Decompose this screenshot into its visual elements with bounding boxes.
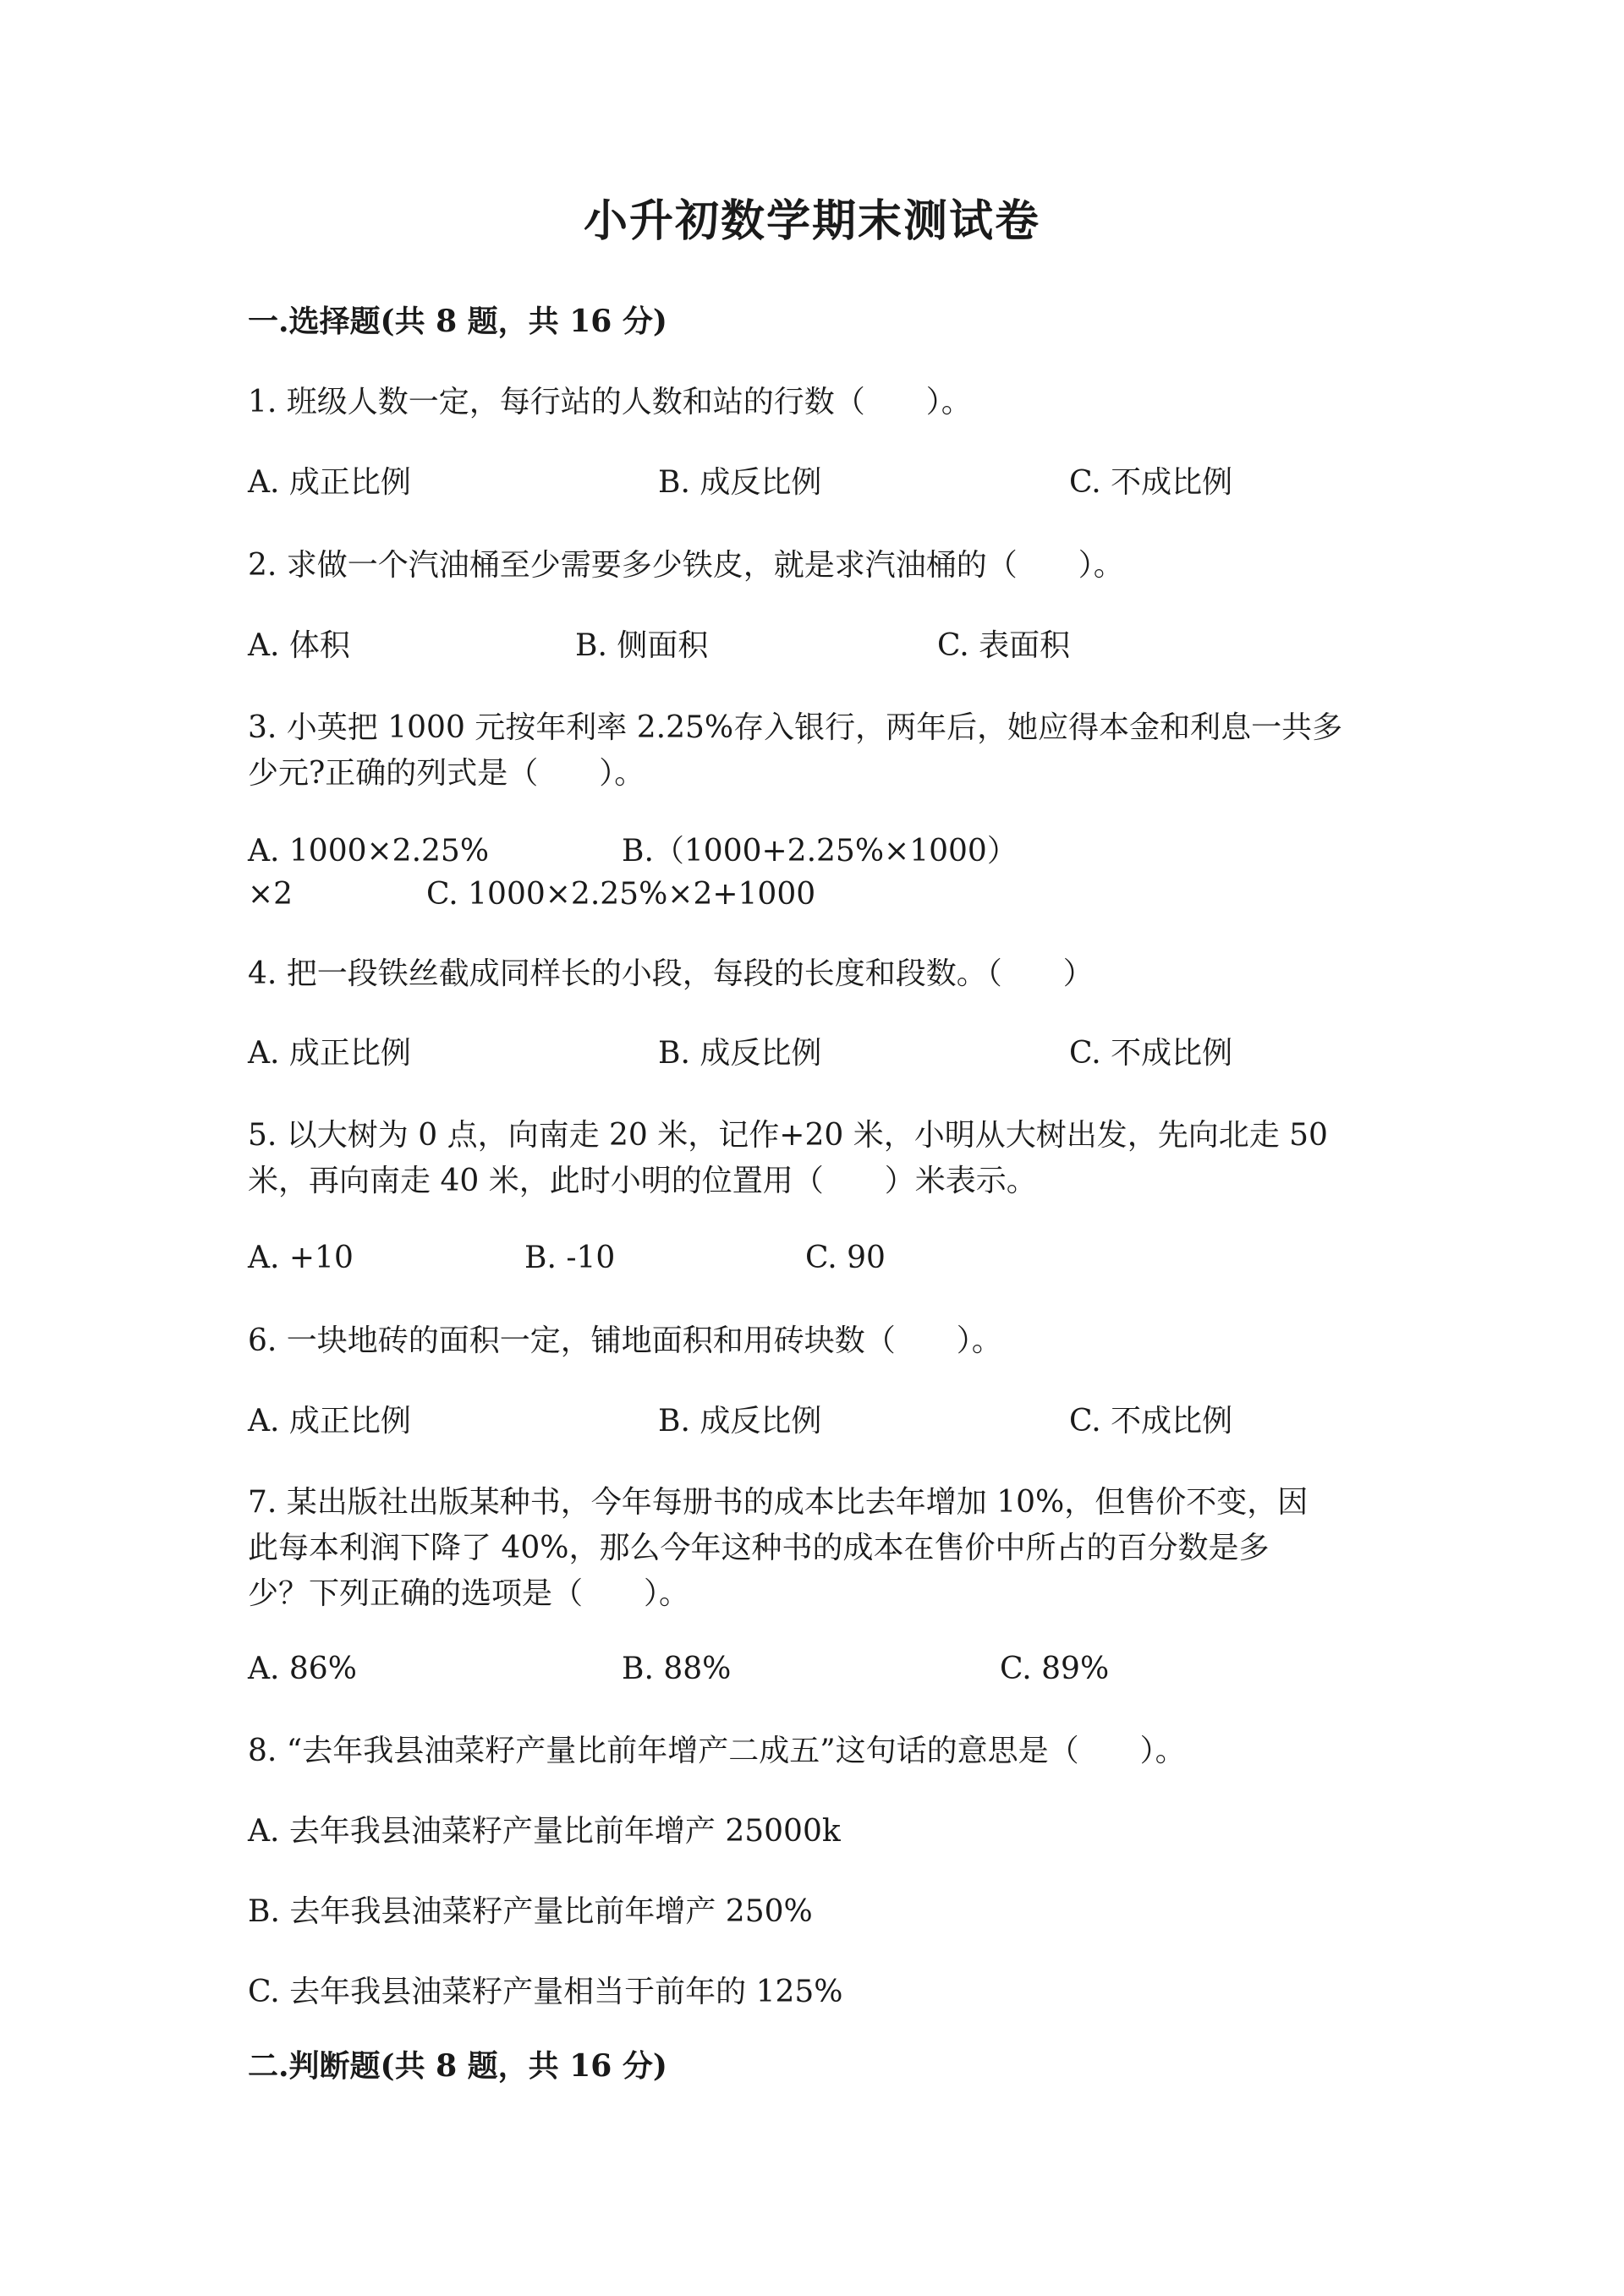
question-line: 此每本利润下降了 40%，那么今年这种书的成本在售价中所占的百分数是多 (248, 1531, 1270, 1565)
question-line: 5. 以大树为 0 点，向南走 20 米，记作+20 米，小明从大树出发，先向北走 50 (248, 1118, 1328, 1153)
option-a: A. 成正比例 (248, 1404, 411, 1438)
question-line: 少元?正确的列式是（ ）。 (248, 756, 645, 791)
question-line: 6. 一块地砖的面积一定，铺地面积和用砖块数（ ）。 (248, 1323, 1002, 1358)
option-b: B. 88% (622, 1652, 732, 1686)
question-8 (248, 1729, 1381, 1774)
page-title: 小升初数学期末测试卷 (583, 195, 1040, 247)
question-2 (248, 543, 1381, 589)
option-a: A. 体积 (248, 628, 350, 663)
option-c: C. 不成比例 (1069, 1404, 1233, 1438)
option-b-continuation: ×2 (248, 877, 294, 912)
section-heading-judgment: 二.判断题(共 8 题，共 16 分) (248, 2048, 667, 2084)
option-b: B. 侧面积 (575, 628, 709, 663)
question-7 (248, 1480, 1381, 1617)
option-b: B. 去年我县油菜籽产量比前年增产 250% (248, 1894, 813, 1929)
option-c: C. 去年我县油菜籽产量相当于前年的 125% (248, 1975, 843, 2009)
question-5 (248, 1113, 1381, 1204)
option-a: A. +10 (248, 1241, 354, 1275)
option-b: B. 成反比例 (658, 1036, 822, 1071)
question-1 (248, 380, 1381, 425)
option-a: A. 86% (248, 1652, 357, 1686)
question-line: 7. 某出版社出版某种书，今年每册书的成本比去年增加 10%，但售价不变，因 (248, 1485, 1309, 1520)
option-b: B. -10 (524, 1241, 616, 1275)
option-c: C. 不成比例 (1069, 465, 1233, 500)
question-line: 米，再向南走 40 米，此时小明的位置用（ ）米表示。 (248, 1164, 1037, 1198)
question-line: 1. 班级人数一定，每行站的人数和站的行数（ ）。 (248, 385, 972, 419)
option-b: B. 成反比例 (658, 1404, 822, 1438)
option-a: A. 1000×2.25% (248, 834, 490, 869)
question-line: 少？下列正确的选项是（ ）。 (248, 1576, 690, 1611)
option-a: A. 成正比例 (248, 465, 411, 500)
question-4 (248, 951, 1381, 997)
question-3 (248, 705, 1381, 797)
option-c: C. 表面积 (937, 628, 1071, 663)
option-c: C. 89% (1000, 1652, 1110, 1686)
option-b: B. 成反比例 (658, 465, 822, 500)
question-line: 4. 把一段铁丝截成同样长的小段，每段的长度和段数。（ ） (248, 956, 1094, 991)
option-b: B.（1000+2.25%×1000） (622, 834, 1018, 869)
option-a: A. 成正比例 (248, 1036, 411, 1071)
option-c: C. 90 (805, 1241, 886, 1275)
option-c: C. 1000×2.25%×2+1000 (426, 877, 816, 912)
question-line: 8. “去年我县油菜籽产量比前年增产二成五”这句话的意思是（ ）。 (248, 1734, 1186, 1768)
question-6 (248, 1318, 1381, 1364)
option-c: C. 不成比例 (1069, 1036, 1233, 1071)
section-heading-choice: 一.选择题(共 8 题，共 16 分) (248, 304, 667, 339)
question-line: 3. 小英把 1000 元按年利率 2.25%存入银行，两年后，她应得本金和利息一共多 (248, 710, 1343, 745)
option-a: A. 去年我县油菜籽产量比前年增产 25000k (248, 1814, 841, 1849)
question-line: 2. 求做一个汽油桶至少需要多少铁皮，就是求汽油桶的（ ）。 (248, 548, 1124, 583)
